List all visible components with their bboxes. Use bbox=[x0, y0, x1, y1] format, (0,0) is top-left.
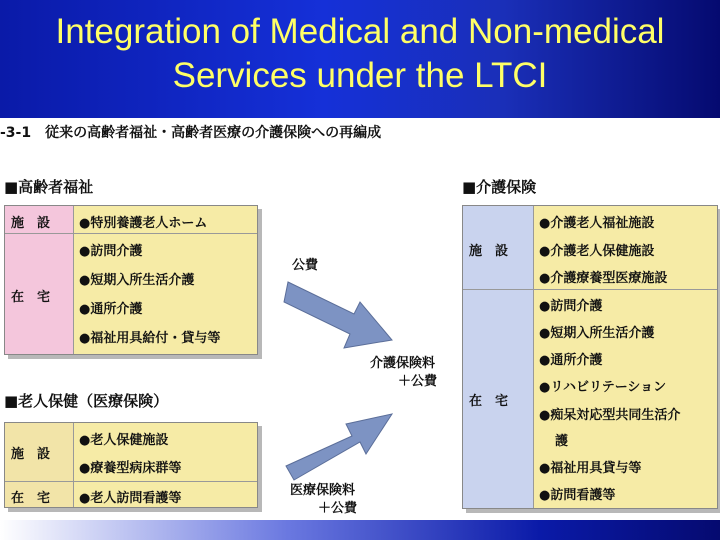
welfare-home-item: ●訪問介護 bbox=[79, 244, 143, 259]
health-home-label: 在 宅 bbox=[11, 491, 51, 506]
health-divider bbox=[5, 481, 257, 482]
title-banner bbox=[0, 0, 720, 118]
ltci-home-item: ●訪問介護 bbox=[539, 299, 603, 314]
health-column-divider bbox=[73, 423, 74, 507]
ltci-home-item: ●福祉用具貸与等 bbox=[539, 461, 642, 476]
figure-caption: -3-1 従来の高齢者福祉・高齢者医療の介護保険への再編成 bbox=[0, 125, 382, 141]
welfare-facility-item: ●特別養護老人ホーム bbox=[79, 216, 208, 231]
welfare-divider bbox=[5, 233, 257, 234]
ltci-column-divider bbox=[533, 206, 534, 508]
ltci-table bbox=[462, 205, 718, 509]
ltci-facility-item: ●介護老人福祉施設 bbox=[539, 216, 655, 231]
health-facility-item: ●老人保健施設 bbox=[79, 433, 169, 448]
ltci-home-item: ●痴呆対応型共同生活介 bbox=[539, 408, 681, 423]
ltci-facility-item: ●介護老人保健施設 bbox=[539, 244, 655, 259]
health-heading: ■老人保健（医療保険） bbox=[4, 392, 169, 410]
ltci-facility-label: 施 設 bbox=[469, 244, 509, 259]
bottom-decorative-bar bbox=[0, 520, 720, 540]
ltci-funding-label-1: 介護保険料 bbox=[370, 356, 436, 371]
health-table bbox=[4, 422, 258, 508]
ltci-funding-label-2: ＋公費 bbox=[398, 374, 438, 389]
welfare-table bbox=[4, 205, 258, 355]
arrow-bottom-label-2: ＋公費 bbox=[318, 501, 358, 516]
ltci-home-item: ●通所介護 bbox=[539, 353, 603, 368]
ltci-home-item: ●訪問看護等 bbox=[539, 488, 616, 503]
health-facility-item: ●療養型病床群等 bbox=[79, 461, 182, 476]
health-home-item: ●老人訪問看護等 bbox=[79, 491, 182, 506]
ltci-home-item: ●リハビリテーション bbox=[539, 380, 667, 395]
arrow-welfare-shape bbox=[284, 282, 392, 348]
welfare-column-divider bbox=[73, 206, 74, 354]
welfare-heading: ■高齢者福祉 bbox=[4, 178, 94, 196]
ltci-home-item: ●短期入所生活介護 bbox=[539, 326, 655, 341]
title-line-2: Services under the LTCI bbox=[172, 56, 548, 95]
arrow-health-shape bbox=[286, 414, 392, 480]
welfare-facility-label: 施 設 bbox=[11, 216, 51, 231]
welfare-home-item: ●通所介護 bbox=[79, 302, 143, 317]
ltci-home-item-continuation: 護 bbox=[555, 434, 569, 449]
welfare-home-label: 在 宅 bbox=[11, 290, 51, 305]
ltci-divider bbox=[463, 289, 717, 290]
welfare-home-item: ●福祉用具給付・貸与等 bbox=[79, 331, 221, 346]
title-line-1: Integration of Medical and Non-medical bbox=[55, 12, 665, 51]
arrow-top-label: 公費 bbox=[292, 258, 319, 273]
ltci-home-label: 在 宅 bbox=[469, 394, 509, 409]
ltci-heading: ■介護保険 bbox=[462, 178, 537, 196]
welfare-home-item: ●短期入所生活介護 bbox=[79, 273, 195, 288]
slide-title bbox=[0, 10, 720, 98]
health-facility-label: 施 設 bbox=[11, 447, 51, 462]
arrow-bottom-label-1: 医療保険料 bbox=[290, 483, 356, 498]
ltci-facility-item: ●介護療養型医療施設 bbox=[539, 271, 668, 286]
